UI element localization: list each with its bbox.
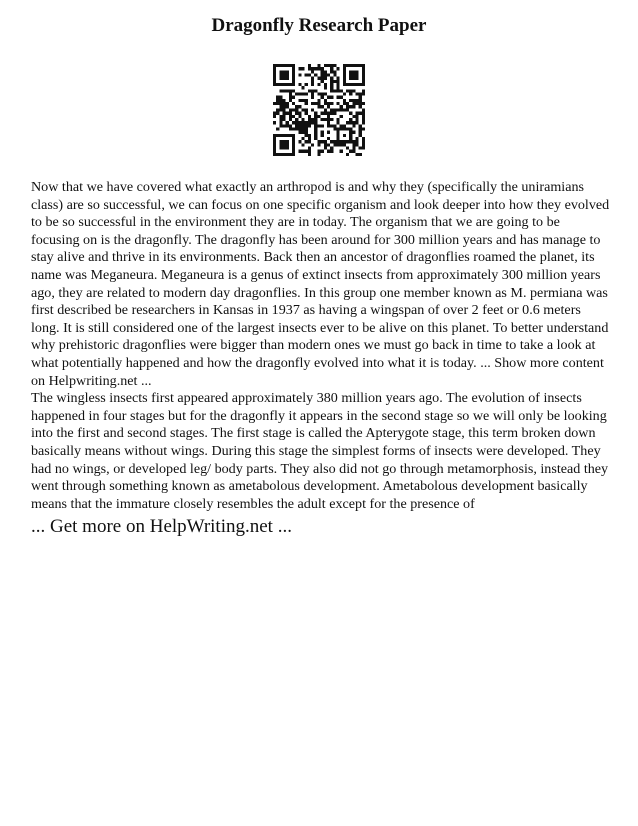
paragraph-1: Now that we have covered what exactly an arthropod is and why they (specifically the uniramians class) are so successful, we can focus on one specific organism and look deeper into how they evolved to be so successful in the environment they are in today. The organism that we are going to be focusing on is the dragonfly. The dragonfly has been around for 300 million years and has manage to stay alive and thrive in its environments. Back then an ancestor of dragonflies roamed the planet, its name was Meganeura. Meganeura is a genus of extinct insects from approximately 300 million years ago, they are related to modern day dragonflies. In this group one member known as M. permiana was first described be researchers in Kansas in 1937 as having a wingspan of over 2 feet or 0.6 meters long. It is still considered one of the largest insects ever to be alive on this planet. To better understand why prehistoric dragonflies were bigger than modern ones we must go back in time to take a look at what potentially happened and how the dragonfly evolved into what it is today. ... Show more content on Helpwriting.net ...: [31, 179, 610, 389]
page-title: Dragonfly Research Paper: [211, 15, 427, 36]
get-more-link[interactable]: ... Get more on HelpWriting.net ...: [31, 516, 292, 537]
paragraph-2: The wingless insects first appeared approximately 380 million years ago. The evolution of insects happened in four stages but for the dragonfly it appears in the second stage so we will only be looking into the first and second stages. The first stage is called the Apterygote stage, this term broken down basically means without wings. During this stage the simplest forms of insects were developed. They had no wings, or developed leg/ body parts. They also did not go through metamorphosis, instead they went through something known as ametabolous development. Ametabolous development basically means that the immature closely resembles the adult except for the presence of: [31, 390, 609, 512]
qr-code-icon: [273, 64, 365, 156]
article-body: [31, 179, 611, 513]
